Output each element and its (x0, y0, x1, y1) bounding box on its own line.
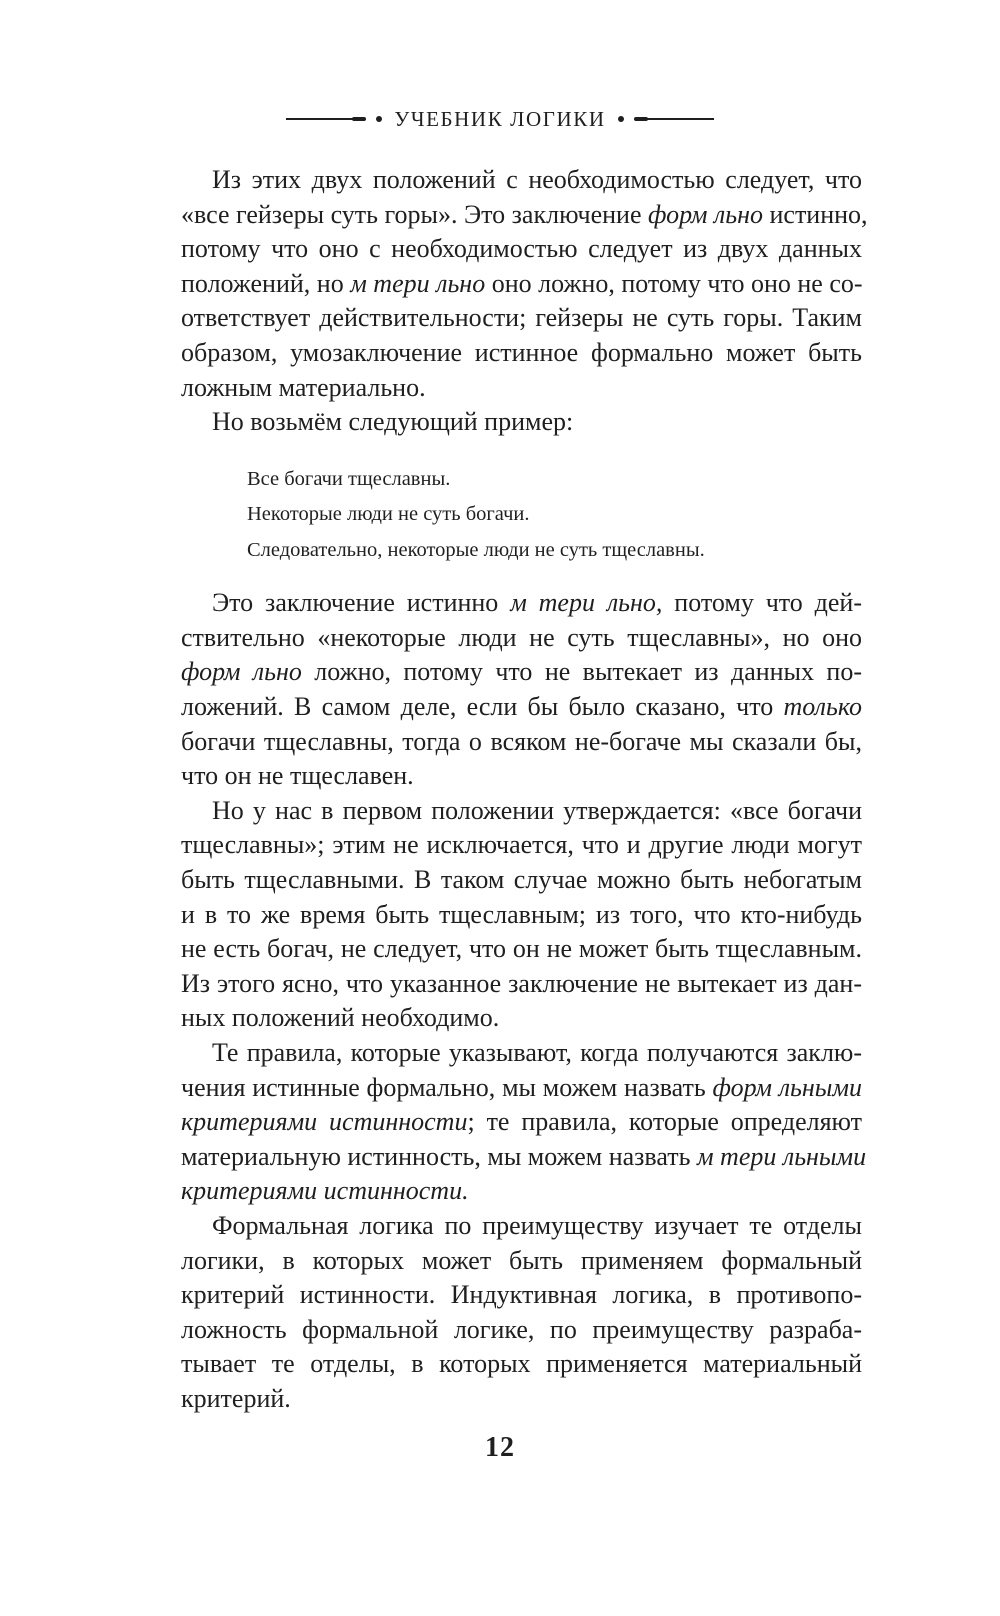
minor-premise: Некоторые люди не суть богачи. (247, 503, 530, 526)
text-line (150, 1140, 867, 1175)
text-line (150, 655, 862, 690)
text-span: положений, но (181, 268, 351, 298)
text-line: Те правила, которые указывают, когда получаются заклю- (212, 1037, 862, 1067)
italic-term: м тери льными (696, 1141, 867, 1171)
text-span: материальную истинность, мы можем назвать (181, 1141, 697, 1171)
body-text (150, 163, 868, 1417)
italic-term: м тери льно (350, 268, 486, 298)
text-line (150, 586, 862, 621)
text-span: ложно, потому что не вытекает из данных по- (301, 657, 862, 687)
paragraph-6 (150, 1209, 862, 1417)
text-line: Формальная логика по преимуществу изучает те отделы (212, 1210, 862, 1240)
text-line: ных положений необходимо. (181, 1003, 500, 1033)
text-line: что он не тщеславен. (181, 761, 414, 791)
running-header (0, 104, 1000, 134)
header-bullet-left (376, 116, 382, 122)
text-line: тывает те отделы, в которых применяется материальный (181, 1349, 862, 1379)
text-line: ложным материально. (181, 372, 426, 402)
text-span: «все гейзеры суть горы». Это заключение (181, 199, 648, 229)
text-span: потому что дей- (662, 588, 862, 618)
text-line (150, 1071, 862, 1106)
text-line: быть тщеславными. В таком случае можно быть небогатым (181, 865, 862, 894)
text-line: критерий. (181, 1383, 291, 1413)
italic-term: только (783, 692, 862, 722)
text-line: критерий истинности. Индуктивная логика, в противопо- (181, 1280, 862, 1310)
paragraph-3 (150, 586, 862, 794)
text-line (150, 1105, 862, 1140)
text-span: истинно, (762, 199, 868, 229)
syllogism-example (247, 462, 862, 569)
text-line: ствительно «некоторые люди не суть тщеславны», но оно (181, 622, 862, 652)
italic-term: м тери льно, (510, 588, 663, 618)
text-line: ответствует действительности; гейзеры не суть горы. Таким (181, 303, 862, 333)
text-span: чения истинные формально, мы можем назвать (181, 1072, 713, 1102)
text-line: и в то же время быть тщеславным; из того, что кто-нибудь (181, 899, 862, 929)
text-line: потому что оно с необходимостью следует из двух данных (181, 234, 862, 264)
header-ornament-left (286, 118, 364, 120)
text-span: ложений. В самом деле, если бы было сказано, что (181, 692, 784, 722)
text-line: Из этих двух положений с необходимостью следует, что (212, 165, 862, 194)
text-line: Но возьмём следующий пример: (212, 407, 574, 437)
text-line: богачи тщеславны, тогда о всяком не-богаче мы сказали бы, (181, 726, 862, 756)
text-span: Это заключение истинно (212, 588, 511, 618)
italic-term: форм льно (648, 199, 763, 229)
text-line (150, 690, 862, 725)
text-span: ; те правила, которые определяют (467, 1107, 862, 1137)
text-line: Но у нас в первом положении утверждается: «все богачи (212, 795, 862, 825)
text-line (150, 198, 868, 233)
running-title: УЧЕБНИК ЛОГИКИ (394, 106, 606, 131)
paragraph-4 (150, 794, 862, 1036)
header-ornament-right (636, 118, 714, 120)
text-span: оно ложно, потому что оно не со- (485, 268, 863, 298)
paragraph-1 (150, 163, 868, 405)
major-premise: Все богачи тщеславны. (247, 467, 451, 490)
page-number: 12 (485, 1432, 515, 1463)
text-line: Из этого ясно, что указанное заключение не вытекает из дан- (181, 968, 862, 998)
conclusion: Следовательно, некоторые люди не суть тщеславны. (247, 538, 705, 561)
text-line: тщеславны»; этим не исключается, что и другие люди могут (181, 830, 862, 860)
text-line: не есть богач, не следует, что он не может быть тщеславным. (181, 934, 862, 964)
header-bullet-right (618, 116, 624, 122)
paragraph-2 (150, 405, 862, 440)
text-line (150, 1174, 862, 1209)
paragraph-5 (150, 1036, 867, 1209)
italic-term: критериями истинности (181, 1107, 468, 1137)
italic-term: форм льно (181, 657, 302, 687)
text-line (150, 267, 862, 302)
text-line: логики, в которых может быть применяем формальный (181, 1245, 862, 1275)
text-line: образом, умозаключение истинное формально может быть (181, 337, 862, 367)
italic-term: форм льными (712, 1072, 862, 1102)
text-line: ложность формальной логике, по преимуществу разраба- (181, 1314, 862, 1344)
italic-term: критериями истинности. (181, 1176, 469, 1206)
